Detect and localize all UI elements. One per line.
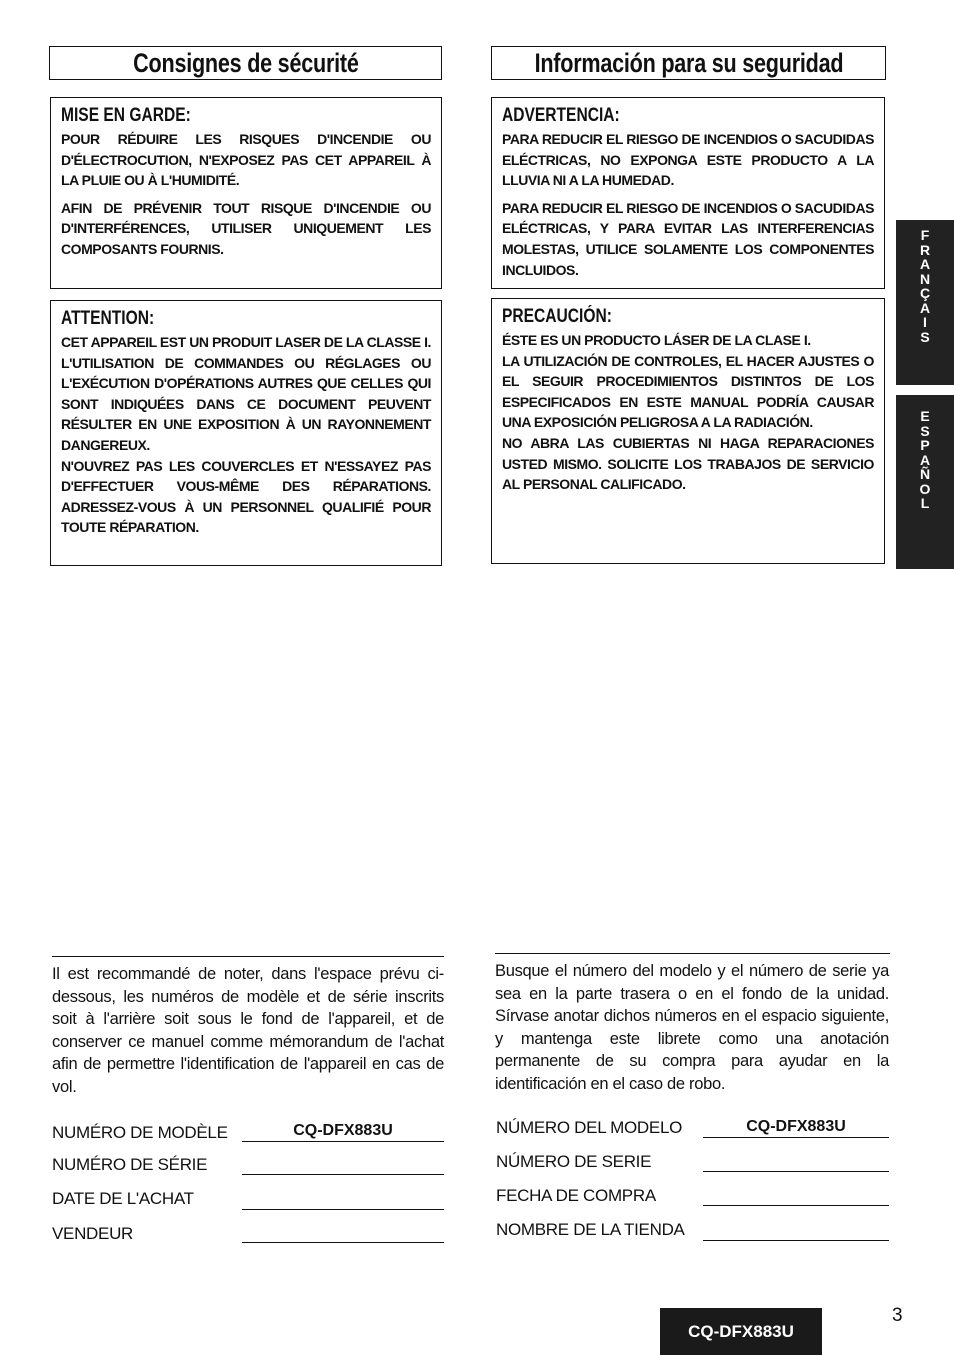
tab-letter: S — [920, 422, 930, 439]
french-warning-box — [50, 97, 442, 289]
spanish-caution-text-1: ÉSTE ES UN PRODUCTO LÁSER DE LA CLASE I. — [502, 332, 811, 348]
spanish-separator-rule — [495, 953, 890, 954]
french-purchase-date-field — [242, 1189, 444, 1210]
tab-letter: A — [919, 299, 931, 316]
french-caution-box — [50, 300, 442, 566]
french-serial-number-field — [242, 1154, 444, 1175]
spanish-caution-text-2: LA UTILIZACIÓN DE CONTROLES, EL HACER AJUSTES O EL SEGUIR PROCEDIMIENTOS DISTINTOS DE LOS ESPECIFICADOS EN ESTE MANUAL PODRÍA CAUSAR UNA EXPOSICIÓN PELIGROSA A LA RADIACIÓN. — [502, 352, 874, 431]
spanish-record-intro: Busque el número del modelo y el número de serie ya sea en la parte trasera o en el fondo de la unidad. Sírvase anotar dichos números en el espacio siguiente, y mantenga este librete como una anotación permanente de su compra para ayudar en la identificación en el caso de robo. — [495, 962, 889, 1093]
french-dealer-label: VENDEUR — [52, 1224, 134, 1243]
spanish-serial-number-field — [703, 1151, 889, 1172]
french-model-number-field: CQ-DFX883U — [242, 1121, 444, 1142]
french-caution-text-1: CET APPAREIL EST UN PRODUIT LASER DE LA CLASSE I. — [61, 334, 431, 350]
model-footer-badge — [660, 1308, 822, 1355]
french-caution-text-2: L'UTILISATION DE COMMANDES OU RÉGLAGES OU L'EXÉCUTION D'OPÉRATIONS AUTRES QUE CELLES QUI SONT INDIQUÉES DANS CE DOCUMENT PEUVENT RÉSULTER EN UNE EXPOSITION À UN RAYONNEMENT DANGEREUX. — [61, 354, 431, 453]
spanish-purchase-date-label: FECHA DE COMPRA — [496, 1186, 656, 1205]
spanish-serial-number-label: NÚMERO DE SERIE — [496, 1152, 652, 1171]
french-warning-text-2: AFIN DE PRÉVENIR TOUT RISQUE D'INCENDIE OU D'INTERFÉRENCES, UTILISER UNIQUEMENT LES COMPOSANTS FOURNIS. — [61, 199, 431, 257]
francais-language-tab — [896, 220, 954, 385]
tab-letter: A — [919, 451, 931, 468]
spanish-warning-text-2: PARA REDUCIR EL RIESGO DE INCENDIOS O SACUDIDAS ELÉCTRICAS, Y PARA EVITAR LAS INTERFERENCIAS MOLESTAS, UTILICE SOLAMENTE LOS COMPONENTES INCLUIDOS. — [502, 199, 874, 278]
tab-letter: Ç — [919, 285, 931, 301]
french-title-text: Consignes de sécurité — [132, 47, 359, 78]
french-caution-text-3: N'OUVREZ PAS LES COUVERCLES ET N'ESSAYEZ PAS D'EFFECTUER VOUS-MÊME DES RÉPARATIONS. ADRESSEZ-VOUS À UN PERSONNEL QUALIFIÉ POUR TOUTE RÉPARATION. — [61, 457, 431, 536]
tab-letter: P — [920, 437, 930, 453]
french-serial-number-label: NUMÉRO DE SÉRIE — [52, 1155, 208, 1174]
spanish-warning-text-1: PARA REDUCIR EL RIESGO DE INCENDIOS O SACUDIDAS ELÉCTRICAS, NO EXPONGA ESTE PRODUCTO A LA LLUVIA NI A LA HUMEDAD. — [502, 131, 874, 189]
tab-letter: O — [919, 480, 931, 497]
tab-letter: A — [919, 256, 931, 272]
page-number: 3 — [892, 1305, 903, 1326]
tab-letter: F — [920, 227, 930, 243]
french-warning-text-1: POUR RÉDUIRE LES RISQUES D'INCENDIE OU D'ÉLECTROCUTION, N'EXPOSEZ PAS CET APPAREIL À LA PLUIE OU À L'HUMIDITÉ. — [61, 131, 431, 189]
footer-model-text: CQ-DFX883U — [688, 1321, 794, 1341]
spanish-caution-heading: PRECAUCIÓN: — [502, 306, 612, 327]
tab-letter: S — [920, 328, 930, 345]
french-dealer-field — [242, 1222, 444, 1243]
spanish-caution-box — [491, 298, 885, 564]
french-model-number-label: NUMÉRO DE MODÈLE — [52, 1123, 228, 1142]
french-warning-heading: MISE EN GARDE: — [61, 105, 191, 126]
french-purchase-date-label: DATE DE L'ACHAT — [52, 1189, 194, 1208]
tab-letter: N — [919, 270, 931, 287]
spanish-purchase-date-field — [703, 1185, 889, 1206]
french-caution-heading: ATTENTION: — [61, 308, 155, 329]
spanish-store-name-field — [703, 1220, 889, 1241]
spanish-model-number-label: NÚMERO DEL MODELO — [496, 1118, 683, 1137]
tab-letter: I — [923, 314, 927, 330]
spanish-store-name-label: NOMBRE DE LA TIENDA — [496, 1220, 685, 1239]
tab-letter: L — [920, 495, 930, 511]
spanish-model-number-field: CQ-DFX883U — [703, 1117, 889, 1138]
spanish-section-title — [491, 46, 886, 80]
tab-letter: Ñ — [919, 466, 931, 482]
french-separator-rule — [52, 956, 444, 957]
spanish-caution-text-3: NO ABRA LAS CUBIERTAS NI HAGA REPARACIONES USTED MISMO. SOLICITE LOS TRABAJOS DE SERVICIO AL PERSONAL CALIFICADO. — [502, 434, 874, 493]
french-section-title — [49, 46, 442, 80]
french-record-intro: Il est recommandé de noter, dans l'espace prévu ci-dessous, les numéros de modèle et de série inscrits soit à l'arrière soit sous le fond de l'appareil, et de conserver ce manuel comme mémorandum de l'achat afin de permettre l'identification de l'appareil en cas de vol. — [52, 965, 444, 1096]
spanish-title-text: Información para su seguridad — [534, 47, 843, 78]
spanish-warning-box — [491, 97, 885, 289]
tab-letter: E — [920, 408, 930, 424]
spanish-warning-heading: ADVERTENCIA: — [502, 105, 620, 126]
tab-letter: R — [919, 241, 931, 258]
espanol-language-tab — [896, 395, 954, 569]
